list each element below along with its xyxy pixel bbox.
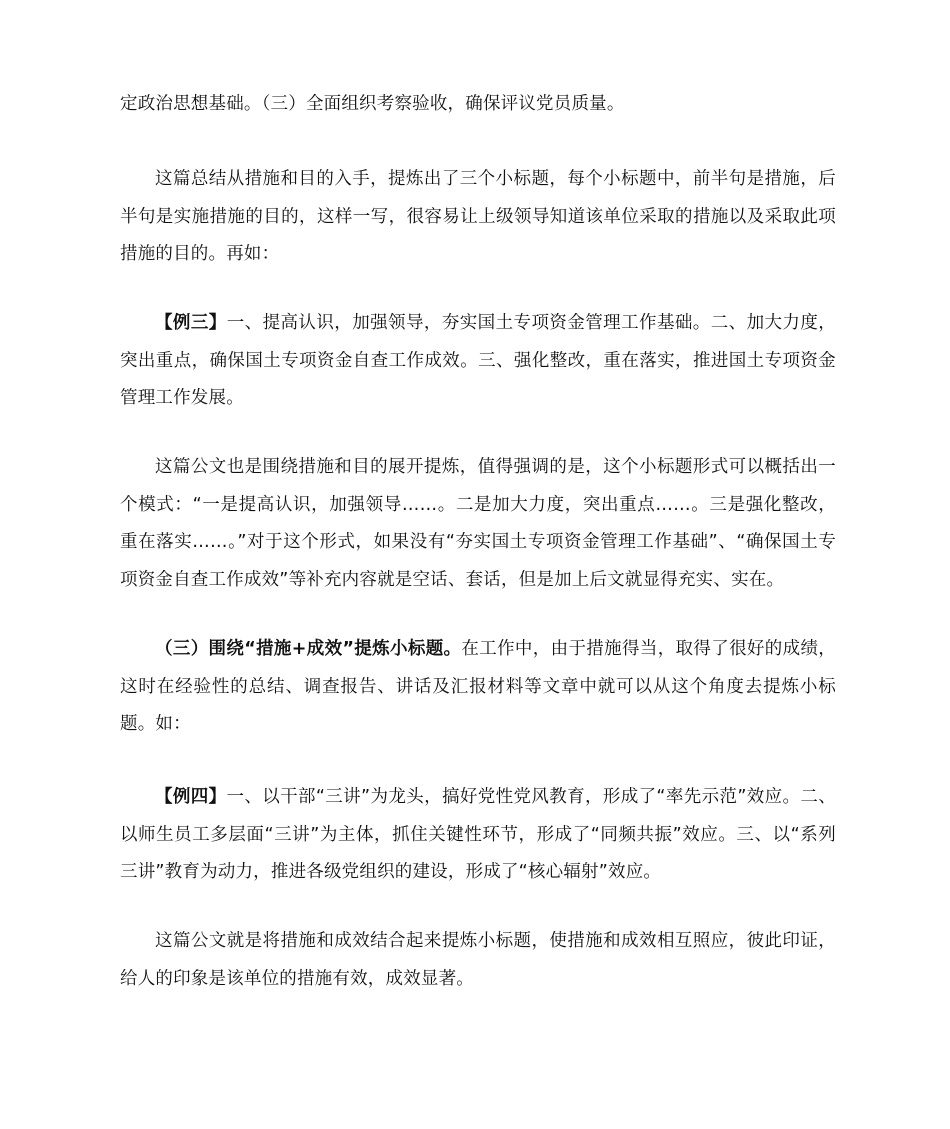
section-3-text: 在工作中，由于措施得当，取得了很好的成绩，这时在经验性的总结、调查报告、讲话及汇报材料等文章中就可以从这个角度去提炼小标题。如： (120, 639, 837, 734)
paragraph-section-3 (120, 631, 836, 744)
example-3-label: 【例三】 (155, 313, 227, 333)
paragraph-7: 这篇公文就是将措施和成效结合起来提炼小标题，使措施和成效相互照应，彼此印证，给人的印象是该单位的措施有效，成效显著。 (120, 931, 836, 989)
section-3-heading: （三）围绕“措施+成效”提炼小标题。 (155, 639, 462, 659)
paragraph-4: 这篇公文也是围绕措施和目的展开提炼，值得强调的是，这个小标题形式可以概括出一个模式：“一是提高认识，加强领导……。二是加大力度，突出重点……。三是强化整改，重在落实……。”对于这个形式，如果没有“夯实国土专项资金管理工作基础”、“确保国土专项资金自查工作成效”等补充内容就是空话、套话，但是加上后文就显得充实、实在。 (120, 457, 836, 590)
example-3-text: 一、提高认识，加强领导，夯实国土专项资金管理工作基础。二、加大力度，突出重点，确保国土专项资金自查工作成效。三、强化整改，重在落实，推进国土专项资金管理工作发展。 (120, 313, 836, 408)
paragraph-1: 定政治思想基础。（三）全面组织考察验收，确保评议党员质量。 (120, 94, 625, 114)
example-4-label: 【例四】 (155, 787, 227, 807)
paragraph-example-4 (120, 779, 836, 892)
example-4-text: 一、以干部“三讲”为龙头，搞好党性党风教育，形成了“率先示范”效应。二、以师生员工多层面“三讲”为主体，抓住关键性环节，形成了“同频共振”效应。三、以“系列三讲”教育为动力，推进各级党组织的建设，形成了“核心辐射”效应。 (120, 787, 836, 882)
paragraph-example-3 (120, 305, 836, 418)
paragraph-2: 这篇总结从措施和目的入手，提炼出了三个小标题，每个小标题中，前半句是措施，后半句是实施措施的目的，这样一写，很容易让上级领导知道该单位采取的措施以及采取此项措施的目的。再如： (120, 169, 836, 264)
